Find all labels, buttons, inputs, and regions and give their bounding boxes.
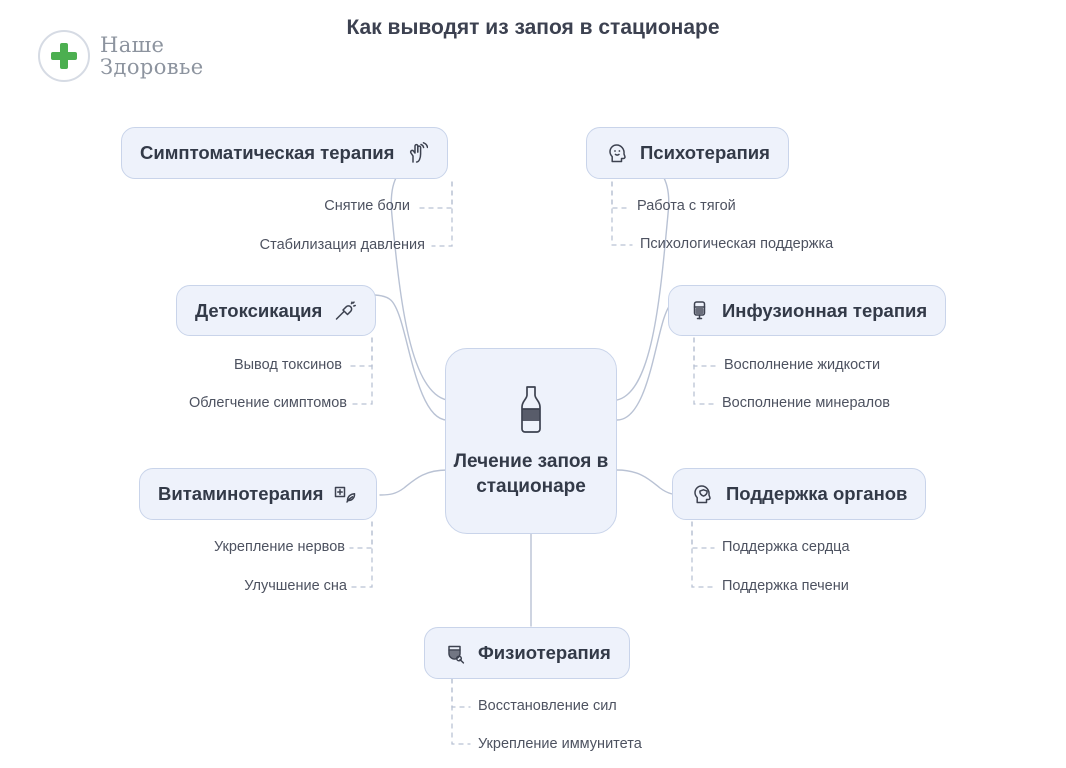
- sub-symptomatic-2: Стабилизация давления: [259, 237, 425, 253]
- sub-detox-2: Облегчение симптомов: [188, 395, 347, 411]
- node-infusion[interactable]: [668, 285, 946, 336]
- sub-infusion-1: Восполнение жидкости: [724, 357, 881, 373]
- medical-cross-icon: [38, 30, 90, 82]
- sub-symptomatic-1: Снятие боли: [324, 198, 410, 214]
- sub-psychotherapy-1: Работа с тягой: [637, 198, 736, 214]
- node-detox[interactable]: [176, 285, 376, 336]
- head-shield-icon: [691, 481, 717, 507]
- node-symptomatic[interactable]: [121, 127, 448, 179]
- node-vitamin-label: Витаминотерапия: [158, 483, 324, 504]
- node-vitamin[interactable]: [139, 468, 377, 520]
- sub-organs-2: Поддержка печени: [722, 578, 849, 594]
- node-organs-label: Поддержка органов: [726, 483, 908, 504]
- node-organs[interactable]: [672, 468, 926, 520]
- broom-clean-icon: [331, 298, 357, 324]
- sub-physio-2: Укрепление иммунитета: [478, 736, 642, 752]
- sub-detox-1: Вывод токсинов: [233, 357, 342, 373]
- sub-vitamin-2: Улучшение сна: [244, 578, 347, 594]
- node-psychotherapy[interactable]: [586, 127, 789, 179]
- node-detox-label: Детоксикация: [195, 299, 323, 321]
- node-infusion-label: Инфузионная терапия: [722, 299, 928, 321]
- node-symptomatic-label: Симптоматическая терапия: [140, 142, 395, 163]
- center-node-label: Лечение запоя в стационаре: [453, 451, 609, 497]
- sub-infusion-2: Восполнение минералов: [722, 395, 890, 411]
- logo: [38, 24, 268, 88]
- page-title: Как выводят из запоя в стационаре: [346, 16, 720, 39]
- node-psychotherapy-label: Психотерапия: [640, 142, 770, 163]
- logo-wordmark: [100, 34, 204, 78]
- iv-drip-icon: [687, 298, 713, 324]
- center-node[interactable]: [445, 348, 617, 534]
- node-physio[interactable]: [424, 627, 630, 679]
- head-psyche-icon: [605, 140, 631, 166]
- sub-physio-1: Восстановление сил: [478, 698, 617, 714]
- sub-organs-1: Поддержка сердца: [722, 539, 850, 555]
- medkit-leaf-icon: [332, 481, 358, 507]
- sub-vitamin-1: Укрепление нервов: [213, 539, 345, 555]
- physio-device-icon: [443, 640, 469, 666]
- bottle-icon: [514, 383, 548, 440]
- sub-psychotherapy-2: Психологическая поддержка: [640, 236, 834, 252]
- node-physio-label: Физиотерапия: [478, 642, 611, 663]
- logo-line-1: Наше: [100, 32, 165, 57]
- logo-line-2: Здоровье: [100, 55, 204, 79]
- hand-pain-icon: [403, 140, 429, 166]
